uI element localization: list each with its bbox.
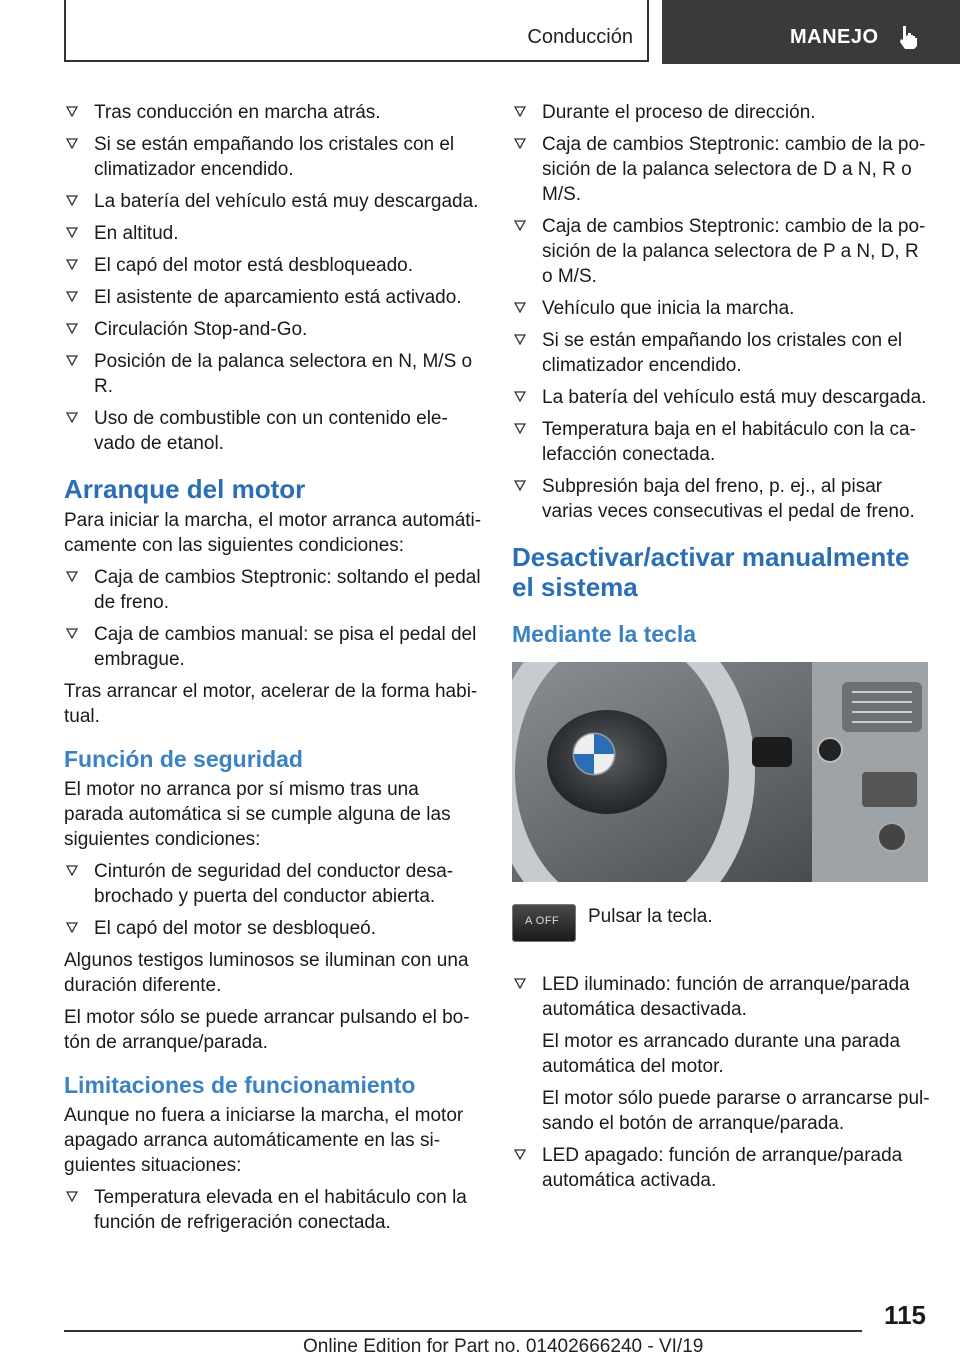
footer-divider xyxy=(64,1330,862,1332)
paragraph: Algunos testigos luminosos se iluminan con una duración diferente. xyxy=(64,950,469,996)
triangle-bullet-icon xyxy=(514,978,526,989)
triangle-bullet-icon xyxy=(66,355,78,366)
triangle-bullet-icon xyxy=(514,423,526,434)
list-item: La batería del vehículo está muy descargada. xyxy=(64,189,482,214)
left-list-seguridad xyxy=(64,859,482,941)
right-list-led xyxy=(512,972,930,1022)
button-instruction-row xyxy=(512,904,930,962)
triangle-bullet-icon xyxy=(514,480,526,491)
triangle-bullet-icon xyxy=(66,412,78,423)
subheading-seguridad: Función de seguridad xyxy=(64,746,303,772)
list-item: El asistente de aparcamiento está activado. xyxy=(64,285,482,310)
triangle-bullet-icon xyxy=(514,391,526,402)
paragraph: El motor sólo se puede arrancar pulsando el botón de arranque/parada. xyxy=(64,1007,470,1053)
paragraph: El motor sólo puede pararse o arrancarse pulsando el botón de arranque/parada. xyxy=(542,1088,930,1134)
footer-edition: Online Edition for Part no. 01402666240 - VI/19 xyxy=(303,1336,704,1357)
triangle-bullet-icon xyxy=(514,1149,526,1160)
triangle-bullet-icon xyxy=(66,323,78,334)
left-list-arranque xyxy=(64,565,482,672)
list-item: Subpresión baja del freno, p. ej., al pisar varias veces consecutivas el pedal de freno. xyxy=(512,474,930,524)
triangle-bullet-icon xyxy=(66,106,78,117)
triangle-bullet-icon xyxy=(514,334,526,345)
triangle-bullet-icon xyxy=(66,259,78,270)
subheading-limitaciones: Limitaciones de funcionamiento xyxy=(64,1072,416,1098)
right-list-led-off xyxy=(512,1143,930,1193)
header-chapter-tab xyxy=(662,0,960,64)
triangle-bullet-icon xyxy=(66,1191,78,1202)
list-item: LED apagado: función de arranque/parada automática activada. xyxy=(512,1143,930,1193)
subheading-tecla: Mediante la tecla xyxy=(512,621,697,647)
left-list-1 xyxy=(64,100,482,456)
list-item: Durante el proceso de dirección. xyxy=(512,100,930,125)
paragraph: Tras arrancar el motor, acelerar de la forma habitual. xyxy=(64,681,478,727)
paragraph: Para iniciar la marcha, el motor arranca automáticamente con las siguientes condiciones: xyxy=(64,510,482,556)
triangle-bullet-icon xyxy=(66,138,78,149)
section-heading-desactivar: Desactivar/activar manualmente el sistema xyxy=(512,542,910,602)
list-item: Si se están empañando los cristales con el climatizador encendido. xyxy=(64,132,482,182)
triangle-bullet-icon xyxy=(514,220,526,231)
list-item: Tras conducción en marcha atrás. xyxy=(64,100,482,125)
right-column xyxy=(512,100,930,1200)
triangle-bullet-icon xyxy=(514,106,526,117)
steering-wheel-photo xyxy=(512,662,928,882)
list-item: La batería del vehículo está muy descargada. xyxy=(512,385,930,410)
auto-start-stop-button: A OFF xyxy=(512,904,576,942)
list-item: Vehículo que inicia la marcha. xyxy=(512,296,930,321)
list-item: Temperatura baja en el habitáculo con la calefacción conectada. xyxy=(512,417,930,467)
list-item: Cinturón de seguridad del conductor desabrochado y puerta del conductor abierta. xyxy=(64,859,482,909)
paragraph: El motor es arrancado durante una parada automática del motor. xyxy=(542,1031,901,1077)
paragraph: El motor no arranca por sí mismo tras una parada automática si se cumple alguna de las siguientes condiciones: xyxy=(64,779,451,850)
triangle-bullet-icon xyxy=(66,922,78,933)
list-item: El capó del motor se desbloqueó. xyxy=(64,916,482,941)
left-column xyxy=(64,100,482,1242)
list-item: El capó del motor está desbloqueado. xyxy=(64,253,482,278)
list-item: Circulación Stop-and-Go. xyxy=(64,317,482,342)
triangle-bullet-icon xyxy=(66,628,78,639)
triangle-bullet-icon xyxy=(66,227,78,238)
left-list-limitaciones xyxy=(64,1185,482,1235)
right-list-1 xyxy=(512,100,930,524)
triangle-bullet-icon xyxy=(66,195,78,206)
triangle-bullet-icon xyxy=(514,302,526,313)
list-item: Si se están empañando los cristales con el climatizador encendido. xyxy=(512,328,930,378)
header-section-tab xyxy=(64,0,649,62)
header-section-title: Conducción xyxy=(527,26,633,48)
list-item: Uso de combustible con un contenido elevado de etanol. xyxy=(64,406,482,456)
list-item: Temperatura elevada en el habitáculo con la función de refrigeración conectada. xyxy=(64,1185,482,1235)
hand-pointer-icon xyxy=(898,24,920,50)
section-heading-arranque: Arranque del motor xyxy=(64,474,306,504)
list-item: LED iluminado: función de arranque/parada automática desactivada. xyxy=(512,972,930,1022)
list-item: Caja de cambios manual: se pisa el pedal del embrague. xyxy=(64,622,482,672)
triangle-bullet-icon xyxy=(66,571,78,582)
list-item: En altitud. xyxy=(64,221,482,246)
press-instruction: Pulsar la tecla. xyxy=(588,906,713,927)
list-item: Caja de cambios Steptronic: cambio de la posición de la palanca selectora de P a N, D, R o M/S. xyxy=(512,214,930,289)
paragraph: Aunque no fuera a iniciarse la marcha, el motor apagado arranca automáticamente en las siguientes situaciones: xyxy=(64,1105,464,1176)
triangle-bullet-icon xyxy=(66,865,78,876)
page-number: 115 xyxy=(884,1300,926,1330)
list-item: Caja de cambios Steptronic: soltando el pedal de freno. xyxy=(64,565,482,615)
list-item: Posición de la palanca selectora en N, M/S o R. xyxy=(64,349,482,399)
list-item: Caja de cambios Steptronic: cambio de la posición de la palanca selectora de D a N, R o M/S. xyxy=(512,132,930,207)
triangle-bullet-icon xyxy=(66,291,78,302)
triangle-bullet-icon xyxy=(514,138,526,149)
header-chapter-title: MANEJO xyxy=(790,26,879,48)
